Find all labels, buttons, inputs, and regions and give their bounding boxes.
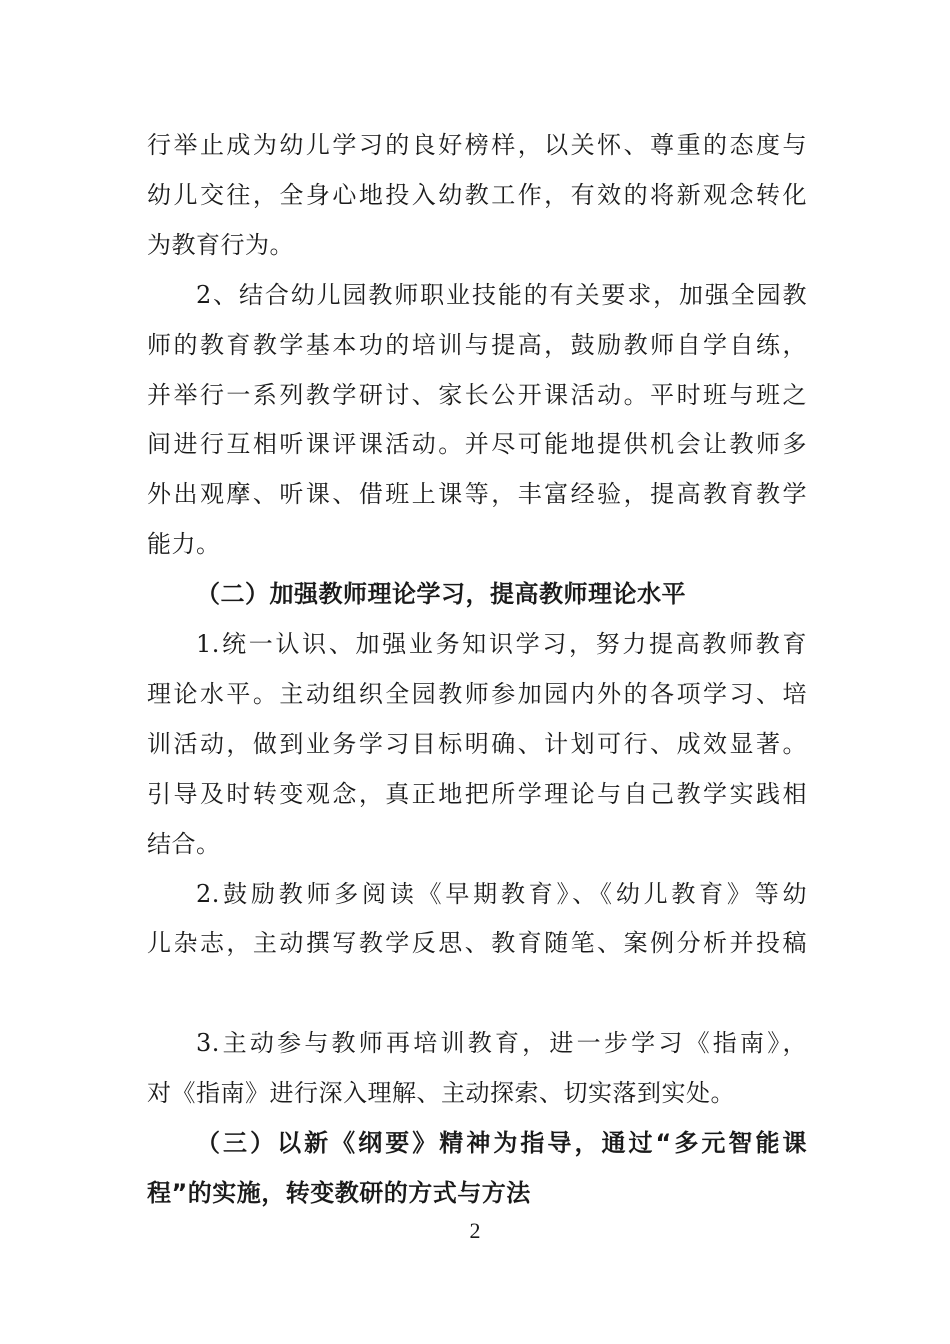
paragraph-line: 师的教育教学基本功的培训与提高，鼓励教师自学自练，	[147, 331, 807, 359]
paragraph-line: 对《指南》进行深入理解、主动探索、切实落到实处。	[147, 1079, 735, 1107]
paragraph-line: 儿杂志，主动撰写教学反思、教育随笔、案例分析并投稿	[147, 929, 807, 957]
paragraph-line: 能力。	[147, 530, 221, 558]
paragraph-line: 间进行互相听课评课活动。并尽可能地提供机会让教师多	[147, 430, 807, 458]
paragraph-line: 引导及时转变观念，真正地把所学理论与自己教学实践相	[147, 780, 807, 808]
paragraph-line: 结合。	[147, 830, 221, 858]
section-heading: （三）以新《纲要》精神为指导，通过“多元智能课	[196, 1129, 807, 1157]
paragraph-line: 并举行一系列教学研讨、家长公开课活动。平时班与班之	[147, 381, 807, 409]
section-heading: （二）加强教师理论学习，提高教师理论水平	[196, 580, 686, 608]
paragraph-line: 外出观摩、听课、借班上课等，丰富经验，提高教育教学	[147, 480, 807, 508]
paragraph-line: 2、结合幼儿园教师职业技能的有关要求，加强全园教	[196, 281, 807, 309]
paragraph-line: 1.统一认识、加强业务知识学习，努力提高教师教育	[196, 630, 807, 658]
paragraph-line: 3.主动参与教师再培训教育，进一步学习《指南》，	[196, 1029, 807, 1057]
section-heading: 程”的实施，转变教研的方式与方法	[147, 1179, 531, 1207]
paragraph-line: 幼儿交往，全身心地投入幼教工作，有效的将新观念转化	[147, 181, 807, 209]
paragraph-line: 2.鼓励教师多阅读《早期教育》、《幼儿教育》等幼	[196, 880, 807, 908]
paragraph-line: 行举止成为幼儿学习的良好榜样，以关怀、尊重的态度与	[147, 131, 807, 159]
paragraph-line: 为教育行为。	[147, 231, 294, 259]
paragraph-line: 训活动，做到业务学习目标明确、计划可行、成效显著。	[147, 730, 807, 758]
page-number: 2	[469, 1218, 481, 1243]
paragraph-line: 理论水平。主动组织全园教师参加园内外的各项学习、培	[147, 680, 807, 708]
